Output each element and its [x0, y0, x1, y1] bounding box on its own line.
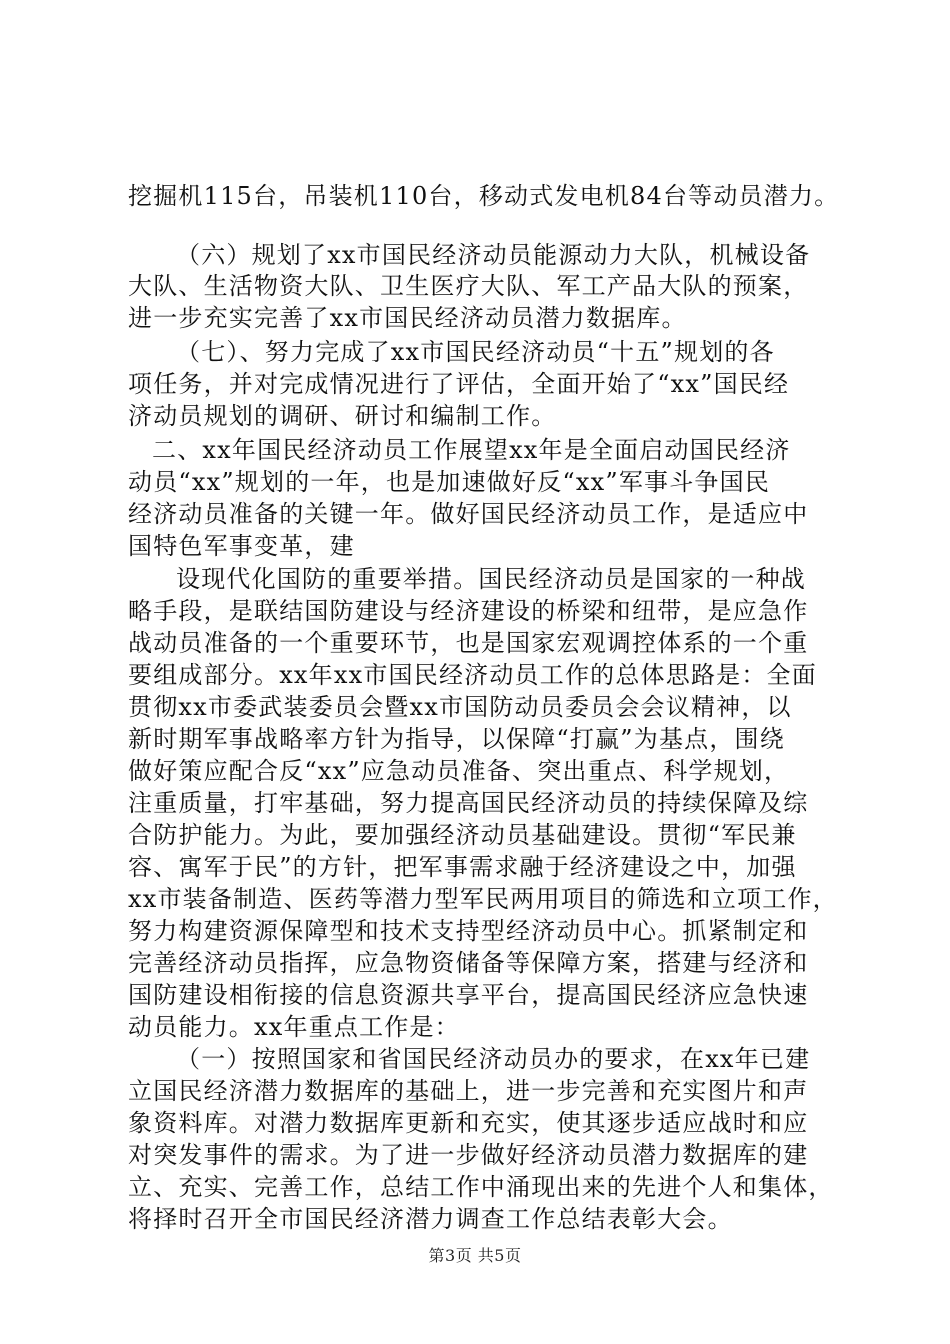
paragraph-line: （七）、努力完成了xx市国民经济动员“十五”规划的各 [176, 338, 775, 366]
paragraph-line: 完善经济动员指挥，应急物资储备等保障方案，搭建与经济和 [128, 949, 809, 977]
paragraph-line: 济动员规划的调研、研讨和编制工作。 [128, 402, 557, 430]
paragraph-line: 将择时召开全市国民经济潜力调查工作总结表彰大会。 [128, 1205, 733, 1233]
paragraph-line: 进一步充实完善了xx市国民经济动员潜力数据库。 [128, 304, 687, 332]
paragraph-line: 挖掘机115台，吊装机110台，移动式发电机84台等动员潜力。 [128, 182, 840, 210]
paragraph-line: xx市装备制造、医药等潜力型军民两用项目的筛选和立项工作， [128, 885, 838, 913]
paragraph-line: 贯彻xx市委武装委员会暨xx市国防动员委员会会议精神，以 [128, 693, 792, 721]
paragraph-line: 大队、生活物资大队、卫生医疗大队、军工产品大队的预案， [128, 272, 809, 300]
paragraph-line: （一）按照国家和省国民经济动员办的要求，在xx年已建 [176, 1045, 811, 1073]
paragraph-line: 二、xx年国民经济动员工作展望xx年是全面启动国民经济 [152, 436, 791, 464]
paragraph-line: 象资料库。对潜力数据库更新和充实，使其逐步适应战时和应 [128, 1109, 809, 1137]
paragraph-line: 国防建设相衔接的信息资源共享平台，提高国民经济应急快速 [128, 981, 809, 1009]
paragraph-line: （六）规划了xx市国民经济动员能源动力大队，机械设备 [176, 241, 811, 269]
paragraph-line: 战动员准备的一个重要环节，也是国家宏观调控体系的一个重 [128, 629, 809, 657]
paragraph-line: 动员能力。xx年重点工作是： [128, 1013, 460, 1041]
paragraph-line: 国特色军事变革，建 [128, 532, 355, 560]
paragraph-line: 设现代化国防的重要举措。国民经济动员是国家的一种战 [176, 565, 806, 593]
paragraph-line: 做好策应配合反“xx”应急动员准备、突出重点、科学规划， [128, 757, 790, 785]
paragraph-line: 经济动员准备的关键一年。做好国民经济动员工作，是适应中 [128, 500, 809, 528]
paragraph-line: 努力构建资源保障型和技术支持型经济动员中心。抓紧制定和 [128, 917, 809, 945]
paragraph-line: 要组成部分。xx年xx市国民经济动员工作的总体思路是：全面 [128, 661, 817, 689]
paragraph-line: 容、寓军于民”的方针，把军事需求融于经济建设之中，加强 [128, 853, 797, 881]
paragraph-line: 新时期军事战略率方针为指导，以保障“打赢”为基点，围绕 [128, 725, 785, 753]
paragraph-line: 动员“xx”规划的一年，也是加速做好反“xx”军事斗争国民 [128, 468, 771, 496]
paragraph-line: 略手段，是联结国防建设与经济建设的桥梁和纽带，是应急作 [128, 597, 809, 625]
paragraph-line: 项任务，并对完成情况进行了评估，全面开始了“xx”国民经 [128, 370, 790, 398]
paragraph-line: 立、充实、完善工作，总结工作中涌现出来的先进个人和集体， [128, 1173, 834, 1201]
page-number-footer: 第3页 共5页 [428, 1246, 522, 1265]
paragraph-line: 对突发事件的需求。为了进一步做好经济动员潜力数据库的建 [128, 1141, 809, 1169]
paragraph-line: 注重质量，打牢基础，努力提高国民经济动员的持续保障及综 [128, 789, 809, 817]
paragraph-line: 合防护能力。为此，要加强经济动员基础建设。贯彻“军民兼 [128, 821, 797, 849]
paragraph-line: 立国民经济潜力数据库的基础上，进一步完善和充实图片和声 [128, 1077, 809, 1105]
